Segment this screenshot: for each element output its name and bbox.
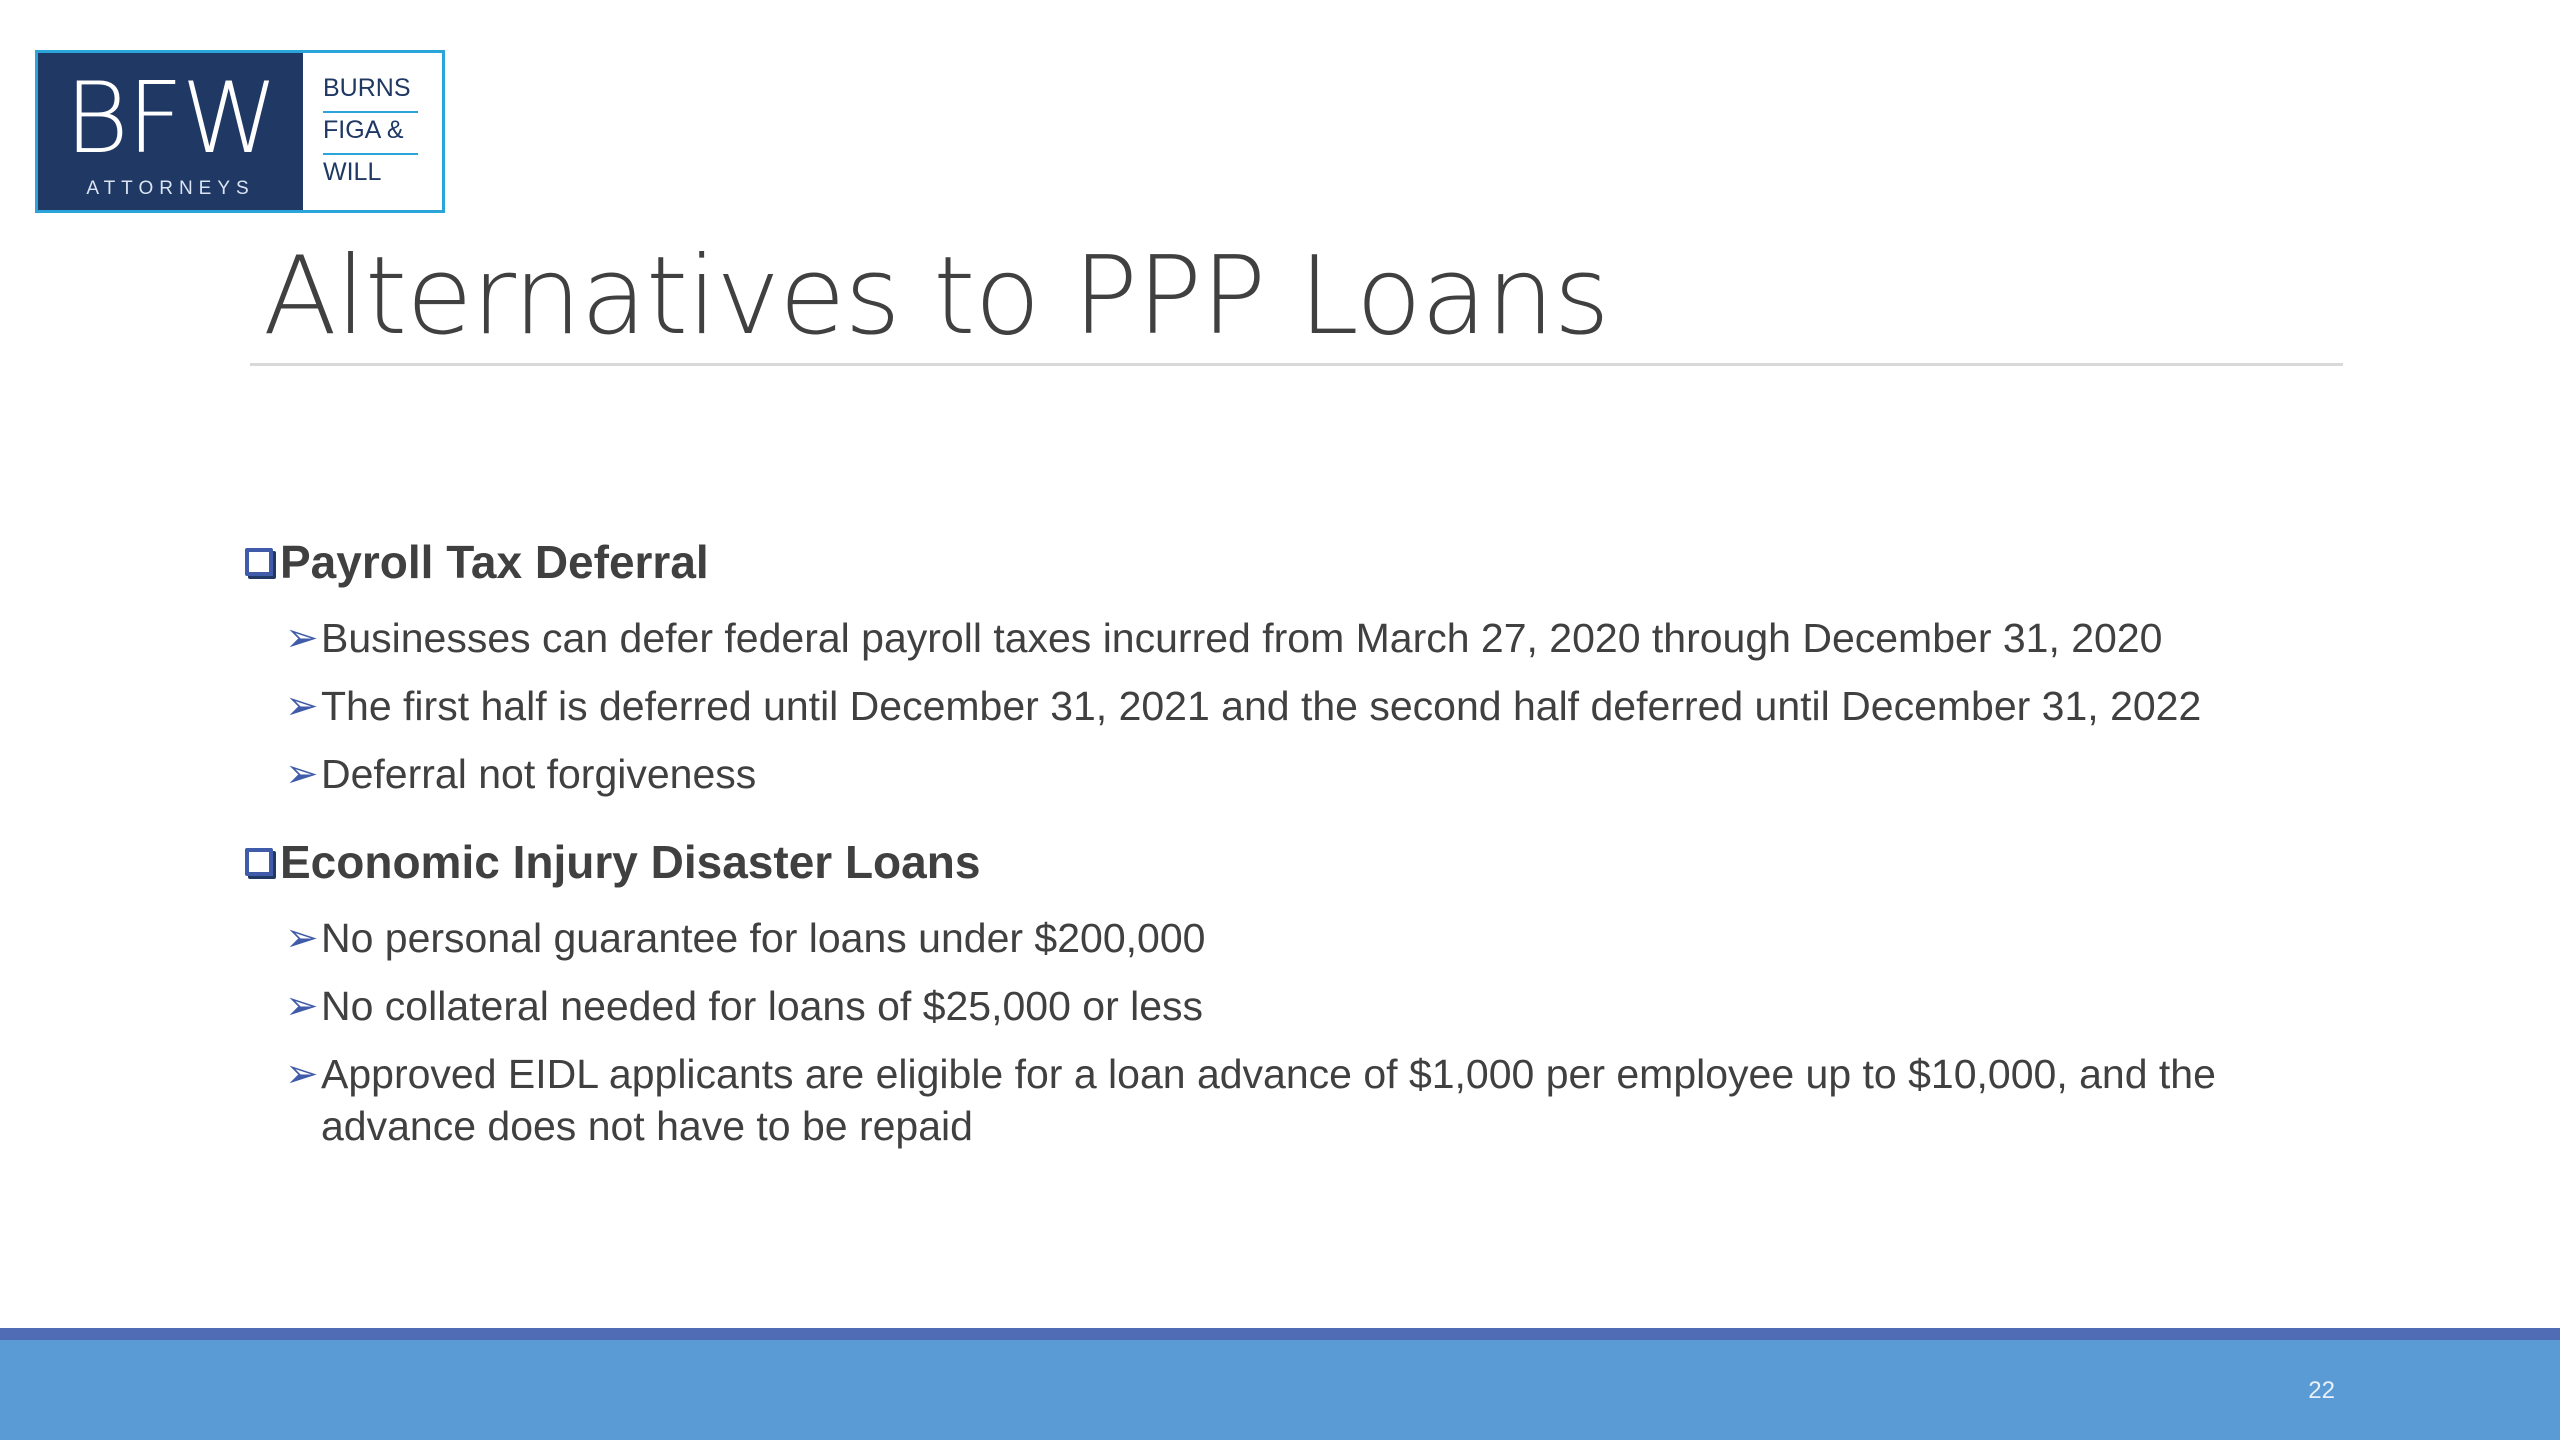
section-heading <box>245 828 2355 896</box>
logo-mark: BFW <box>64 61 277 176</box>
title-divider <box>250 363 2343 366</box>
slide-title: Alternatives to PPP Loans <box>263 234 1609 359</box>
logo-line-1: BURNS <box>323 71 418 113</box>
checkbox-icon <box>245 548 273 576</box>
arrowhead-icon: ➢ <box>285 916 319 960</box>
section-heading <box>245 528 2355 596</box>
footer-accent-line <box>0 1328 2560 1340</box>
section-payroll-tax-deferral <box>245 528 2355 800</box>
list-item <box>245 680 2355 732</box>
firm-logo <box>35 50 445 213</box>
arrowhead-icon: ➢ <box>285 684 319 728</box>
logo-name-panel <box>303 53 442 210</box>
slide-content <box>245 528 2355 1180</box>
list-item <box>245 980 2355 1032</box>
arrowhead-icon: ➢ <box>285 1052 319 1096</box>
logo-line-3: WILL <box>323 158 382 186</box>
page-number: 22 <box>2308 1377 2335 1404</box>
list-item-text: No collateral needed for loans of $25,000 or less <box>321 983 1204 1029</box>
list-item <box>245 612 2355 664</box>
list-item-text: No personal guarantee for loans under $200,000 <box>321 915 1206 961</box>
section-heading-text: Payroll Tax Deferral <box>280 536 709 588</box>
list-item-text: Approved EIDL applicants are eligible for a loan advance of $1,000 per employee up to $10,000, and the advance does not have to be repaid <box>321 1051 2216 1149</box>
checkbox-icon <box>245 848 273 876</box>
logo-mark-panel <box>38 53 303 210</box>
list-item-text: Deferral not forgiveness <box>321 751 757 797</box>
logo-subtitle: ATTORNEYS <box>86 177 255 199</box>
arrowhead-icon: ➢ <box>285 984 319 1028</box>
logo-line-2: FIGA & <box>323 113 418 155</box>
list-item-text: The first half is deferred until December 31, 2021 and the second half deferred until December 31, 2022 <box>321 683 2202 729</box>
section-eidl <box>245 828 2355 1152</box>
section-heading-text: Economic Injury Disaster Loans <box>280 836 981 888</box>
footer-bar <box>0 1340 2560 1440</box>
list-item <box>245 748 2355 800</box>
list-item <box>245 912 2355 964</box>
arrowhead-icon: ➢ <box>285 616 319 660</box>
list-item <box>245 1048 2355 1152</box>
list-item-text: Businesses can defer federal payroll taxes incurred from March 27, 2020 through December 31, 2020 <box>321 615 2163 661</box>
arrowhead-icon: ➢ <box>285 752 319 796</box>
